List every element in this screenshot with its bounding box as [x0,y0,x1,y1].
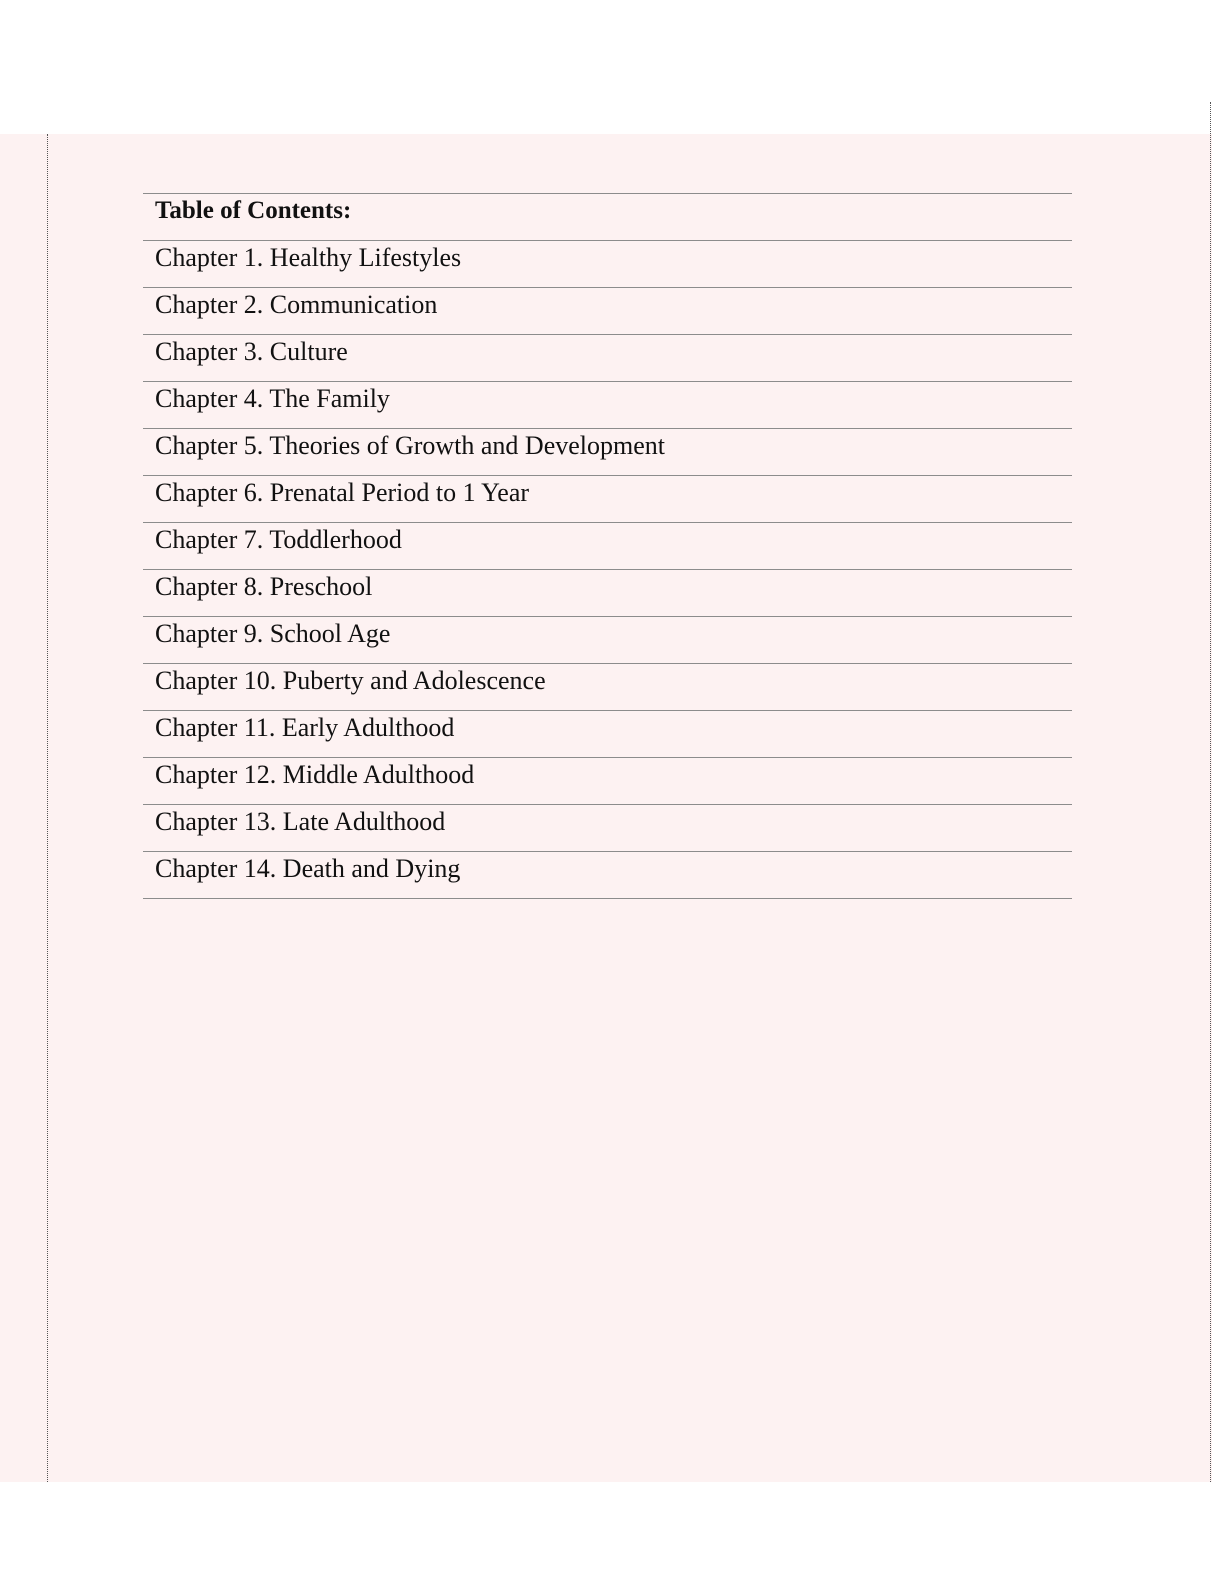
table-row [143,617,1072,664]
toc-entry-chapter-6: Chapter 6. Prenatal Period to 1 Year [143,476,1072,523]
table-row [143,429,1072,476]
table-row [143,241,1072,288]
toc-entry-chapter-13: Chapter 13. Late Adulthood [143,805,1072,852]
toc-entry-chapter-3: Chapter 3. Culture [143,335,1072,382]
table-row [143,758,1072,805]
toc-entry-chapter-4: Chapter 4. The Family [143,382,1072,429]
toc-entry-chapter-12: Chapter 12. Middle Adulthood [143,758,1072,805]
table-row [143,288,1072,335]
table-row [143,523,1072,570]
toc-entry-chapter-10: Chapter 10. Puberty and Adolescence [143,664,1072,711]
toc-entry-chapter-14: Chapter 14. Death and Dying [143,852,1072,899]
right-margin-rule [1210,102,1211,1482]
table-row [143,382,1072,429]
table-row [143,335,1072,382]
left-margin-rule [47,134,48,1482]
toc-heading-row [143,194,1072,241]
toc-title: Table of Contents: [143,194,1072,241]
table-row [143,476,1072,523]
toc-entry-chapter-11: Chapter 11. Early Adulthood [143,711,1072,758]
toc-entry-chapter-9: Chapter 9. School Age [143,617,1072,664]
table-row [143,570,1072,617]
toc-entry-chapter-5: Chapter 5. Theories of Growth and Development [143,429,1072,476]
table-row [143,664,1072,711]
toc-entry-chapter-2: Chapter 2. Communication [143,288,1072,335]
table-of-contents [143,193,1072,899]
table-row [143,852,1072,899]
table-row [143,805,1072,852]
table-row [143,711,1072,758]
toc-entry-chapter-8: Chapter 8. Preschool [143,570,1072,617]
toc-entry-chapter-7: Chapter 7. Toddlerhood [143,523,1072,570]
toc-entry-chapter-1: Chapter 1. Healthy Lifestyles [143,241,1072,288]
